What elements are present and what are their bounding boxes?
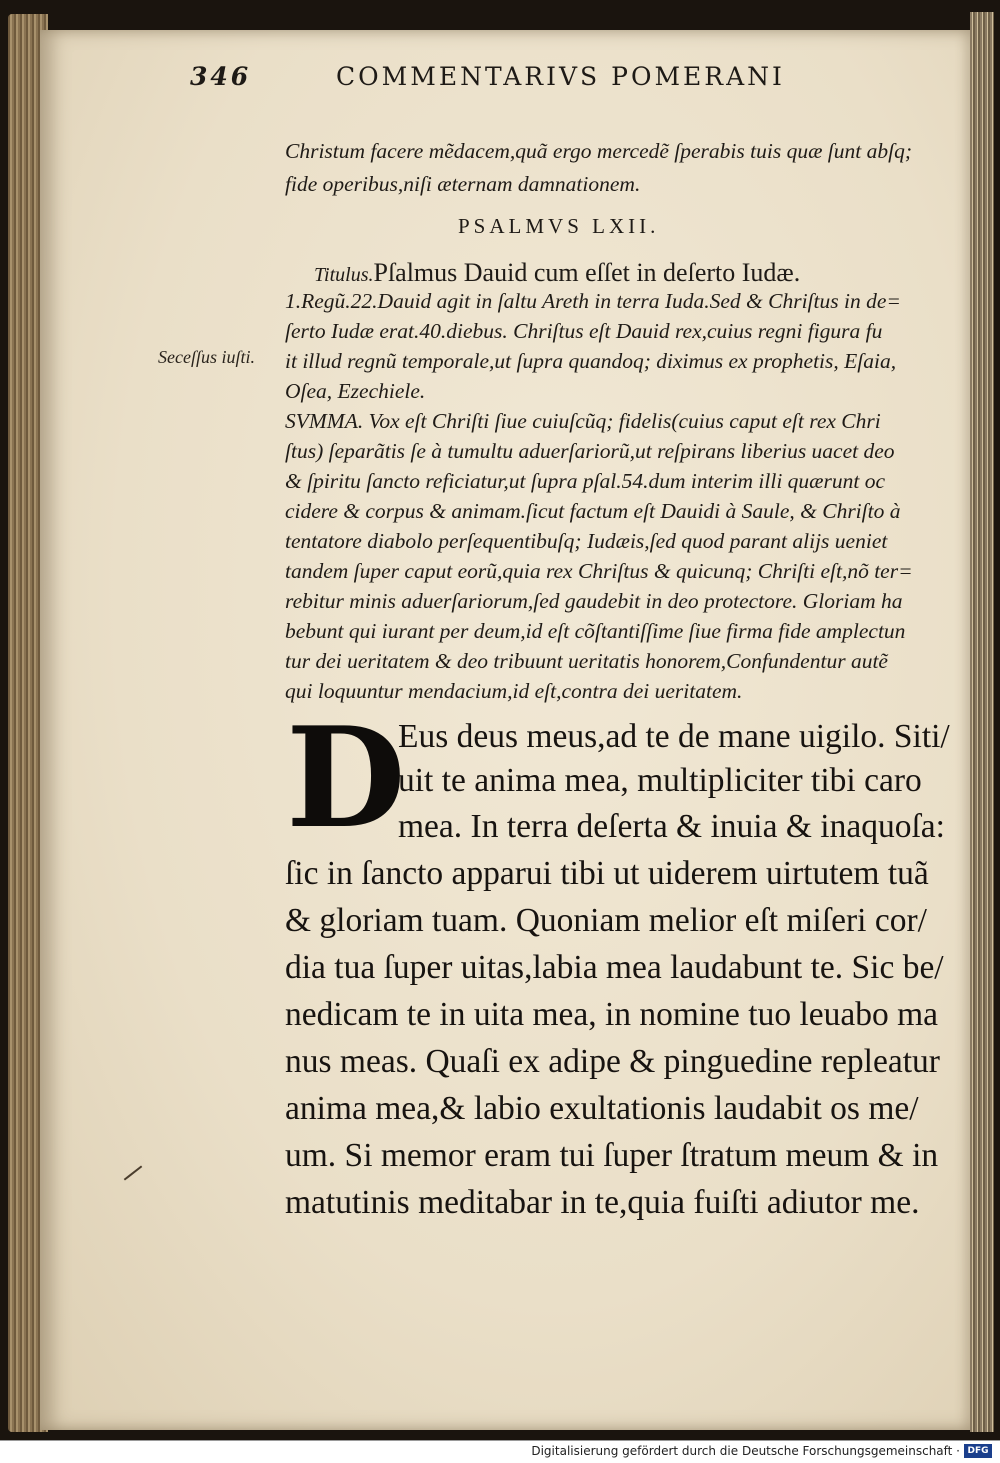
- commentary-line: Oſea, Ezechiele.: [285, 379, 426, 403]
- commentary-line: SVMMA. Vox eſt Chriſti ſiue cuiuſcũq; fidelis(cuius caput eſt rex Chri: [285, 409, 881, 433]
- footer-bar: [0, 1440, 1000, 1463]
- psalm-text-line: um. Si memor eram tui ſuper ſtratum meum & in: [285, 1137, 939, 1174]
- carryover-line: Christum facere mẽdacem,quã ergo mercedẽ ſperabis tuis quæ ſunt abſq;: [285, 139, 912, 163]
- commentary-line: rebitur minis aduerſariorum,ſed gaudebit in deo protectore. Gloriam ha: [285, 589, 903, 613]
- commentary-line: 1.Regũ.22.Dauid agit in ſaltu Areth in terra Iuda.Sed & Chriſtus in de=: [285, 289, 901, 313]
- psalm-text-line: mea. In terra deſerta & inuia & inaquoſa:: [398, 808, 945, 845]
- folio-number: 346: [190, 62, 252, 91]
- commentary-line: cidere & corpus & animam.ſicut factum eſt Dauidi à Saule, & Chriſto à: [285, 499, 901, 523]
- titulus-text: Pſalmus Dauid cum eſſet in deſerto Iudæ.: [373, 258, 801, 287]
- psalm-text-line: Eus deus meus,ad te de mane uigilo. Siti/: [398, 718, 950, 755]
- commentary-line: ſerto Iudæ erat.40.diebus. Chriſtus eſt Dauid rex,cuius regni figura fu: [285, 319, 883, 343]
- carryover-line: fide operibus,niſi æternam damnationem.: [285, 172, 641, 196]
- book-right-edge: [970, 12, 994, 1432]
- drop-cap: D: [286, 696, 406, 859]
- psalm-text-line: nus meas. Quaſi ex adipe & pinguedine repleatur: [285, 1043, 940, 1080]
- psalm-text-line: matutinis meditabar in te,quia fuiſti adiutor me.: [285, 1184, 920, 1221]
- psalm-text-line: nedicam te in uita mea, in nomine tuo leuabo ma: [285, 996, 939, 1033]
- marginal-note: Seceſſus iuſti.: [158, 347, 255, 367]
- commentary-line: ſtus) ſeparãtis ſe à tumultu aduerſariorũ,ut reſpirans liberius uacet deo: [285, 439, 895, 463]
- psalm-text-line: & gloriam tuam. Quoniam melior eſt miſeri cor/: [285, 902, 927, 939]
- psalm-text-line: uit te anima mea, multipliciter tibi caro: [398, 762, 922, 799]
- commentary-line: tandem ſuper caput eorũ,quia rex Chriſtus & quicunq; Chriſti eſt,nõ ter=: [285, 559, 913, 583]
- running-title: COMMENTARIVS POMERANI: [336, 62, 785, 91]
- commentary-line: tur dei ueritatem & deo tribuunt ueritatis honorem,Confundentur autẽ: [285, 649, 888, 673]
- psalm-text-line: anima mea,& labio exultationis laudabit os me/: [285, 1090, 919, 1127]
- commentary-line: qui loquuntur mendacium,id eſt,contra dei ueritatem.: [285, 679, 743, 703]
- titulus-label: Titulus.: [314, 264, 374, 286]
- psalm-text-line: dia tua ſuper uitas,labia mea laudabunt te. Sic be/: [285, 949, 944, 986]
- psalm-text-line: ſic in ſancto apparui tibi ut uiderem uirtutem tuã: [285, 855, 929, 892]
- commentary-line: bebunt qui iurant per deum,id eſt cõſtantiſſime ſiue firma fide amplectun: [285, 619, 906, 643]
- commentary-line: & ſpiritu ſancto reficiatur,ut ſupra pſal.54.dum interim illi quærunt oc: [285, 469, 886, 493]
- titulus-line: [314, 258, 800, 288]
- commentary-line: tentatore diabolo perſequentibuſq; Iudæis,ſed quod parant alijs ueniet: [285, 529, 888, 553]
- dfg-logo: DFG: [964, 1444, 992, 1458]
- commentary-line: it illud regnũ temporale,ut ſupra quandoq; diximus ex prophetis, Eſaia,: [285, 349, 897, 373]
- psalm-heading: PSALMVS LXII.: [458, 214, 660, 238]
- footer-credit: Digitalisierung gefördert durch die Deutsche Forschungsgemeinschaft ·: [531, 1444, 960, 1458]
